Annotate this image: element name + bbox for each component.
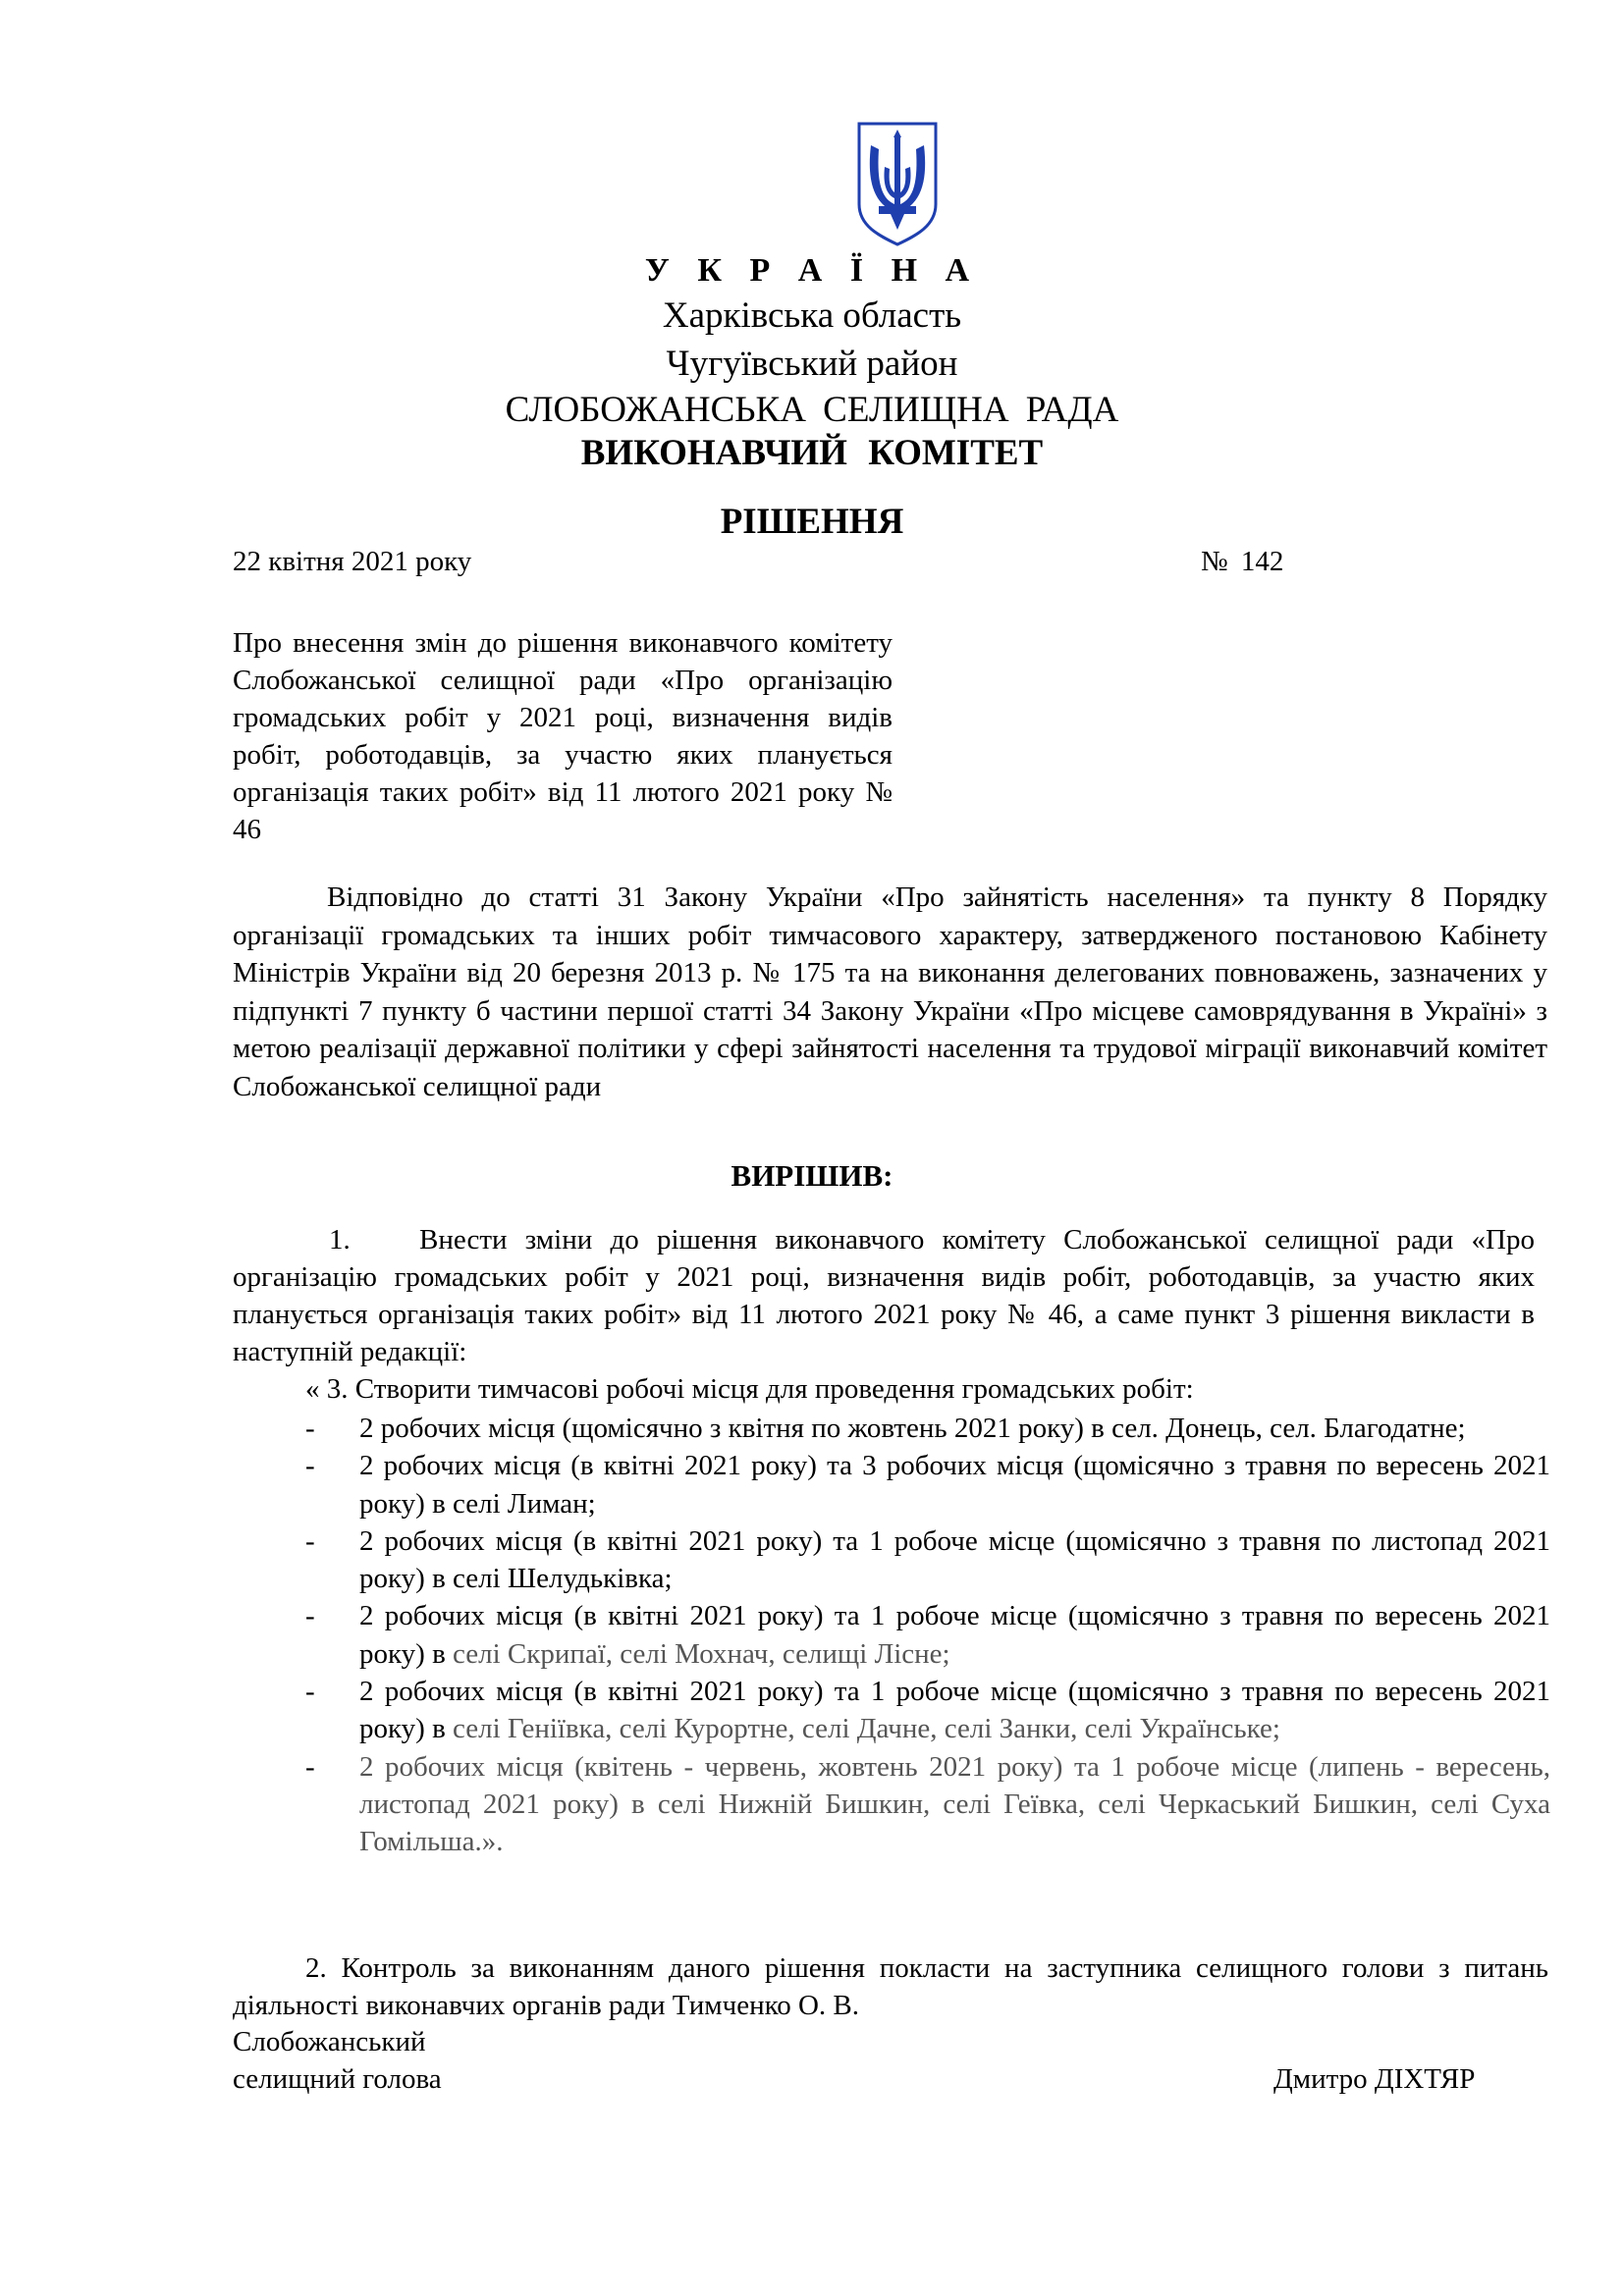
list-dash: - [305, 1676, 315, 1708]
list-item [305, 1748, 1550, 1861]
list-item-tail: селі Скрипаї, селі Мохнач, селищі Лісне; [453, 1637, 950, 1670]
list-dash: - [305, 1600, 315, 1632]
committee-line: ВИКОНАВЧИЙ КОМІТЕТ [580, 433, 1044, 473]
list-item [305, 1447, 1550, 1522]
list-item-text: 2 робочих місця (в квітні 2021 року) та 3 робочих місця (щомісячно з травня по вересень 2021 року) в селі Лиман; [359, 1450, 1550, 1520]
list-dash: - [305, 1750, 315, 1783]
point-number: 1. [329, 1224, 351, 1255]
list-item [305, 1410, 1550, 1447]
signatory-title-line-1: Слобожанський [233, 2026, 426, 2057]
point-number: 2. [305, 1952, 327, 1984]
point-text: Контроль за виконанням даного рішення покласти на заступника селищного голови з питань діяльності виконавчих органів ради Тимченко О. В. [233, 1952, 1549, 2021]
decision-subject: Про внесення змін до рішення виконавчого комітету Слобожанської селищної ради «Про організацію громадських робіт у 2021 році, визначення видів робіт, роботодавців, за участю яких планується організація таких робіт» від 11 лютого 2021 року № 46 [233, 627, 893, 845]
country-heading: У К Р А Ї Н А [644, 252, 980, 289]
list-dash: - [305, 1524, 315, 1557]
list-dash: - [305, 1413, 315, 1444]
point-text: Внести зміни до рішення виконавчого комітету Слобожанської селищної ради «Про організацію громадських робіт у 2021 році, визначення видів робіт, роботодавців, за участю яких планується організація таких робіт» від 11 лютого 2021 року № 46, а саме пункт 3 рішення викласти в наступній редакції: [233, 1224, 1535, 1367]
list-dash: - [305, 1450, 315, 1482]
signatory-title-line-2: селищний голова [233, 2063, 442, 2095]
district-line: Чугуївський район [666, 344, 958, 384]
document-title: РІШЕННЯ [720, 502, 904, 542]
workplaces-list [305, 1410, 1550, 1861]
list-item [305, 1597, 1550, 1673]
list-item-tail: селі Геніївка, селі Курортне, селі Дачне, селі Занки, селі Українське; [453, 1713, 1280, 1745]
decision-date: 22 квітня 2021 року [233, 546, 472, 577]
list-item-text: 2 робочих місця (щомісячно з квітня по жовтень 2021 року) в сел. Донець, сел. Благодатне; [359, 1413, 1466, 1444]
quoted-point-3-heading: « 3. Створити тимчасові робочі місця для проведення громадських робіт: [305, 1373, 1194, 1405]
list-item [305, 1522, 1550, 1598]
list-item-text: 2 робочих місця (в квітні 2021 року) та 1 робоче місце (щомісячно з травня по листопад 2021 року) в селі Шелудьківка; [359, 1524, 1550, 1595]
preamble-paragraph: Відповідно до статті 31 Закону України «Про зайнятість населення» та пункту 8 Порядку організації громадських та інших робіт тимчасового характеру, затвердженого постановою Кабінету Міністрів України від 20 березня 2013 р. № 175 та на виконання делегованих повноважень, зазначених у підпункті 7 пункту б частини першої статті 34 Закону України «Про місцеве самоврядування в Україні» з метою реалізації державної політики у сфері зайнятості населення та трудової міграції виконавчий комітет Слобожанської селищної ради [233, 881, 1547, 1102]
list-item-text: 2 робочих місця (в квітні 2021 року) та 1 робоче місце (щомісячно з травня по вересень 2021 року) в [359, 1676, 1550, 1745]
list-item-text: 2 робочих місця (в квітні 2021 року) та 1 робоче місце (щомісячно з травня по вересень 2021 року) в [359, 1600, 1550, 1670]
trident-coat-of-arms-icon [855, 120, 940, 247]
region-line: Харківська область [662, 295, 962, 336]
resolution-point-2 [233, 1949, 1548, 2024]
list-item [305, 1673, 1550, 1748]
decision-number: № 142 [1201, 546, 1284, 577]
council-line: СЛОБОЖАНСЬКА СЕЛИЩНА РАДА [505, 390, 1119, 430]
resolution-point-1 [233, 1221, 1535, 1370]
list-item-tail: 2 робочих місця (квітень - червень, жовтень 2021 року) та 1 робоче місце (липень - вересень, листопад 2021 року) в селі Нижній Бишкин, селі Геївка, селі Черкаський Бишкин, селі Суха Гомільша.». [359, 1750, 1550, 1858]
decided-heading: ВИРІШИВ: [731, 1158, 893, 1193]
signatory-name: Дмитро ДІХТЯР [1273, 2063, 1476, 2095]
